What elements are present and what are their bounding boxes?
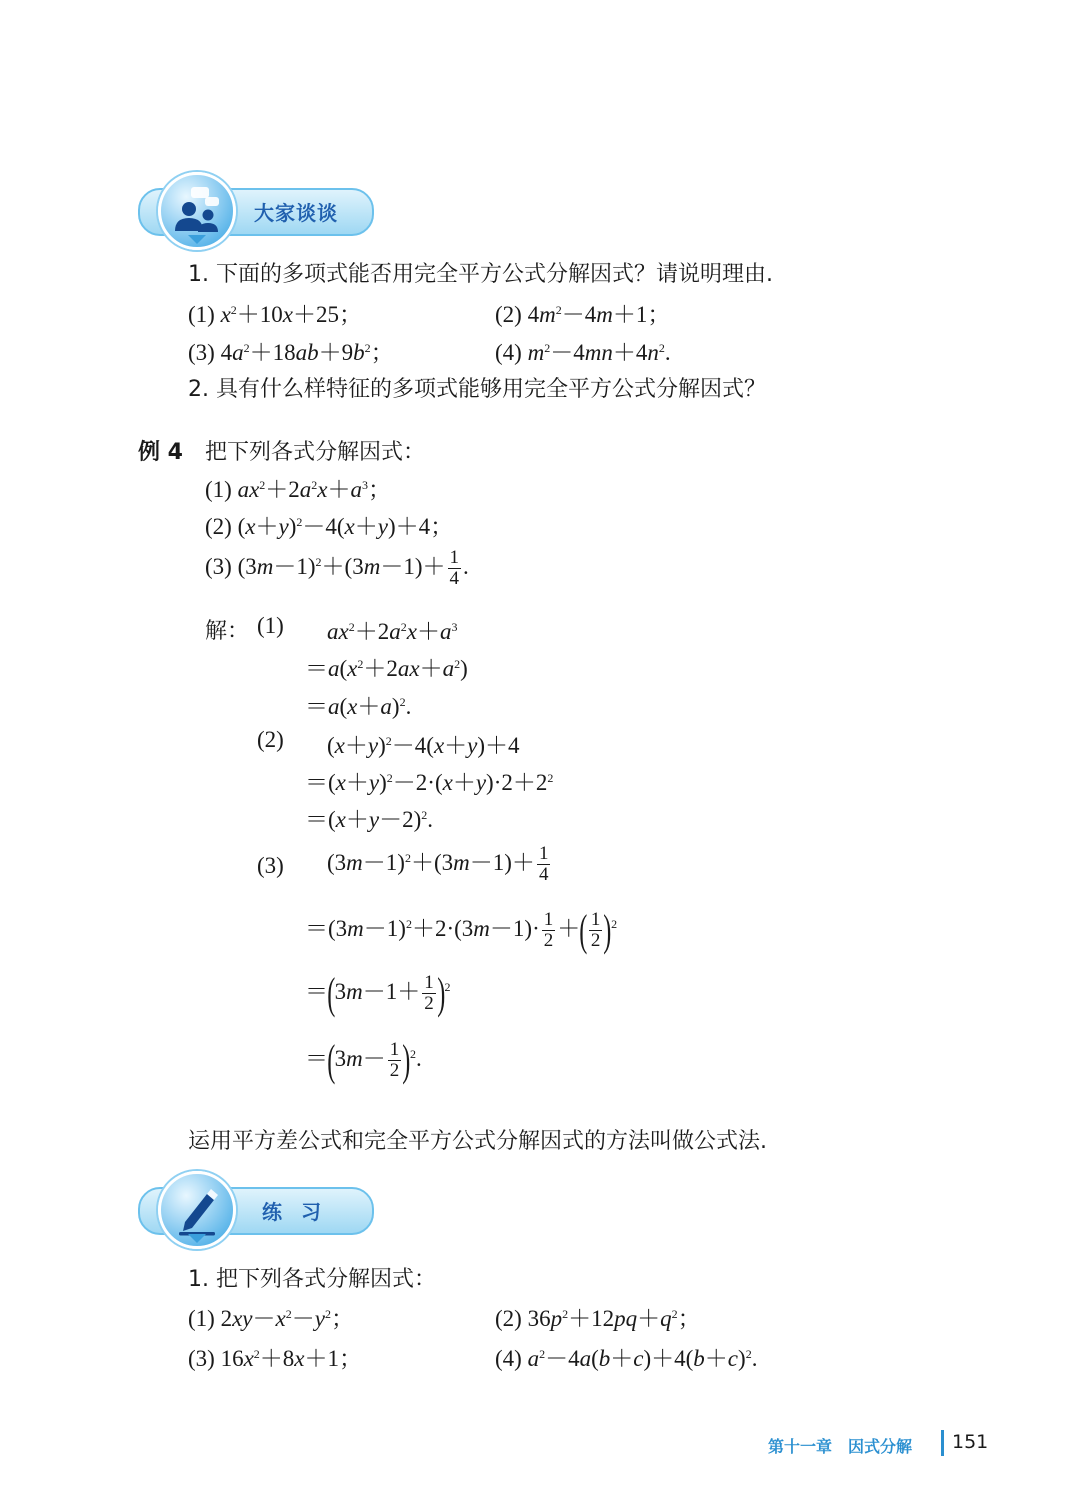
example-item-2: (2) $(x+y)^2-4(x+y)+4$；: [205, 514, 454, 539]
solution-1-line-3: $=a(x+a)^2$.: [305, 694, 412, 719]
example-prompt: 把下列各式分解因式：: [205, 440, 426, 465]
practice-item-4: (4) $a^2-4a(b+c)+4(b+c)^2$.: [495, 1346, 758, 1371]
solution-2-label: (2): [257, 727, 284, 752]
solution-3-line-1: $(3m-1)^2+(3m-1)+$ $\frac{1}{4}$: [327, 843, 549, 886]
solution-1-line-1: $ax^2+2a^2x+a^3$: [327, 619, 458, 644]
practice-item-1: (1) $2xy-x^2-y^2$；: [188, 1306, 354, 1331]
solution-2-line-1: $(x+y)^2-4(x+y)+4$: [327, 733, 520, 758]
fraction: $\frac{1}{2}$: [590, 909, 601, 952]
discuss-item-1: (1) $x^2+10x+25$；: [188, 302, 363, 327]
page-number: 151: [952, 1431, 989, 1453]
footer-chapter: 第十一章 因式分解: [768, 1437, 913, 1456]
summary-text: 运用平方差公式和完全平方公式分解因式的方法叫做公式法.: [188, 1129, 767, 1154]
example-label: 例 4: [138, 440, 183, 465]
discuss-item-4: (4) $m^2-4mn+4n^2$.: [495, 340, 671, 365]
practice-title: 练 习: [262, 1200, 327, 1224]
solution-3-line-4: ＝(3m－ $\frac{1}{2}$ )$^2$.: [305, 1035, 422, 1085]
solution-label: 解：: [205, 619, 250, 644]
fraction: $\frac{1}{2}$: [424, 972, 434, 1015]
fraction: $\frac{1}{4}$: [538, 843, 549, 886]
footer-divider: [941, 1430, 944, 1456]
fraction: $\frac{1}{2}$: [543, 909, 554, 952]
discuss-item-3: (3) $4a^2+18ab+9b^2$；: [188, 340, 394, 365]
fraction: $\frac{1}{4}$: [449, 547, 460, 590]
solution-3-line-2: $=(3m-1)^2+2\cdot(3m-1)\cdot$ $\frac{1}{2}$ ＋( $\frac{1}{2}$ )$^2$: [305, 905, 618, 955]
solution-1-line-2: $=a(x^2+2ax+a^2)$: [305, 656, 468, 681]
solution-3-line-3: ＝(3m－1＋ $\frac{1}{2}$ )$^2$: [305, 968, 451, 1018]
solution-1-label: (1): [257, 613, 284, 638]
solution-2-line-2: $=(x+y)^2-2\cdot(x+y)\cdot 2+2^2$: [305, 770, 554, 795]
discuss-question-2: 2. 具有什么样特征的多项式能够用完全平方公式分解因式？: [188, 377, 766, 402]
example-item-3: (3) $(3m-1)^2+(3m-1)+$ $\frac{1}{4}$ .: [205, 547, 469, 590]
discuss-title: 大家谈谈: [254, 201, 338, 225]
discuss-question-1: 1. 下面的多项式能否用完全平方公式分解因式？请说明理由.: [188, 262, 773, 287]
discuss-item-2: (2) $4m^2-4m+1$；: [495, 302, 671, 327]
practice-badge-tip: [188, 1234, 206, 1243]
example-item-1: (1) $ax^2+2a^2x+a^3$；: [205, 477, 392, 502]
practice-item-3: (3) $16x^2+8x+1$；: [188, 1346, 363, 1371]
solution-2-line-3: $=(x+y-2)^2$.: [305, 807, 434, 832]
practice-item-2: (2) $36p^2+12pq+q^2$；: [495, 1306, 701, 1331]
solution-3-label: (3): [257, 853, 284, 878]
practice-question-1: 1. 把下列各式分解因式：: [188, 1267, 436, 1292]
fraction: $\frac{1}{2}$: [389, 1039, 400, 1082]
discuss-badge-tip: [188, 235, 206, 244]
